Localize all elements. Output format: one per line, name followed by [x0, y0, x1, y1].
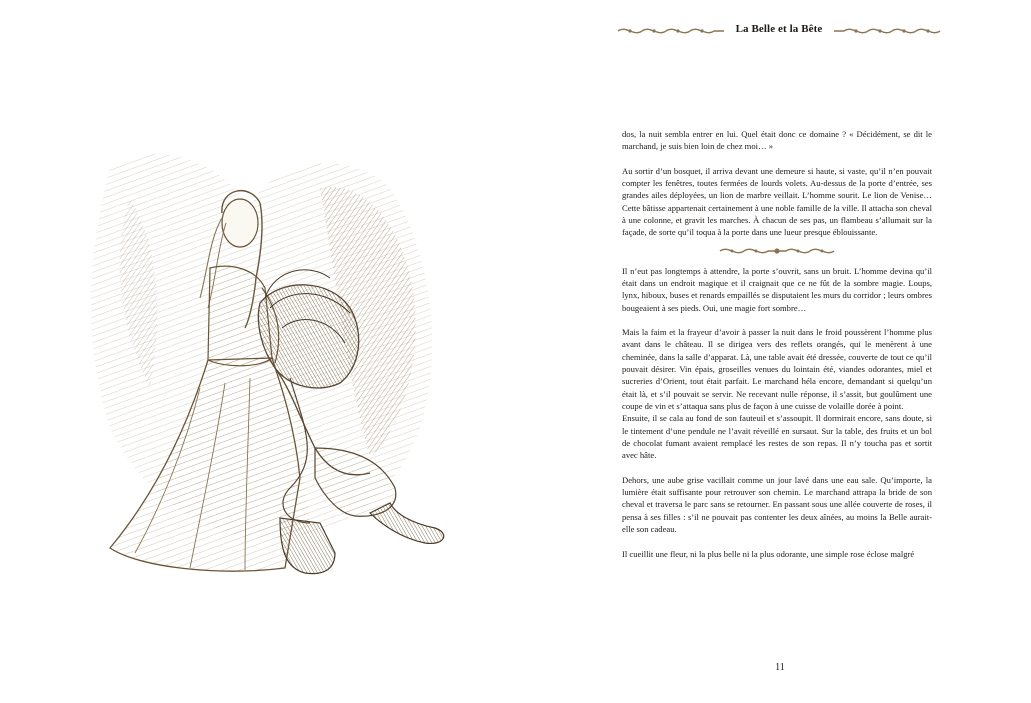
illustration-beast-and-belle [50, 128, 450, 588]
ornament-divider-icon [718, 244, 836, 258]
paragraph: Au sortir d’un bosquet, il arriva devant une demeure si haute, si vaste, qu’il n’en pouvait compter les fenêtres, toutes fermées de lourds volets. Au-dessus de la porte d’entrée, ses grandes ailes déployées, un lion de marbre veillait. L’homme sourit. Le lion de Venise… Cette bâtisse appartenait certainement à une noble famille de la ville. Il attacha son cheval à une colonne, et gravit les marches. À chacun de ses pas, un flambeau s’allumait sur la façade, de sorte qu’il toqua à la porte dans une lueur presque éblouissante. [622, 165, 932, 238]
paragraph: Il n’eut pas longtemps à attendre, la porte s’ouvrit, sans un bruit. L’homme devina qu’il était dans un endroit magique et il craignait que ce ne fût de la sombre magie. Loups, lynx, hiboux, buses et renards empaillés se disputaient les murs du corridor ; leurs ombres bougeaient à ses pieds. Oui, une magie fort sombre… [622, 265, 932, 313]
book-title: La Belle et la Bête [732, 23, 827, 35]
ornament-flourish-icon [832, 24, 942, 38]
text-column [622, 128, 932, 560]
paragraph: Il cueillit une fleur, ni la plus belle ni la plus odorante, une simple rose éclose malgré [622, 548, 915, 559]
paragraph: Ensuite, il se cala au fond de son fauteuil et s’assoupit. Il dormirait encore, sans doute, si le tintement d’une pendule ne l’avait réveillé en sursaut. Sur la table, des fruits et un bol de chocolat fumant avaient remplacé les restes de son repas. Il n’y toucha pas et sortit avec hâte. [622, 413, 932, 461]
page-number: 11 [775, 662, 785, 673]
paragraph: Dehors, une aube grise vacillait comme un jour lavé dans une eau sale. Qu’importe, la lumière était suffisante pour retrouver son chemin. Le marchand attrapa la bride de son cheval et traversa le parc sans se retourner. En passant sous une allée couverte de roses, il pensa à ses filles : s’il ne pouvait pas contenter les deux aînées, au moins la Belle aurait-elle son cadeau. [622, 474, 932, 534]
running-header [616, 22, 942, 40]
paragraph: dos, la nuit sembla entrer en lui. Quel était donc ce domaine ? « Décidément, se dit le marchand, je suis bien loin de chez moi… » [622, 129, 932, 152]
paragraph: Mais la faim et la frayeur d’avoir à passer la nuit dans le froid poussèrent l’homme plus avant dans le château. Il se dirigea vers des reflets orangés, qui le menèrent à une cheminée, dans la salle d’apparat. Là, une table avait été dressée, couverte de tout ce qu’il pouvait désirer. Vin épais, groseilles venues du lointain été, viandes odorantes, miel et sucreries d’Orient, tout était parfait. Le marchand héla encore, demandant si quelqu’un était là, et s’il pouvait se servir. Ne recevant nulle réponse, il s’assit, but goulûment une coupe de vin et s’attaqua sans plus de façon à une cuisse de volaille dorée à point. [622, 327, 932, 411]
section-break [622, 241, 932, 261]
